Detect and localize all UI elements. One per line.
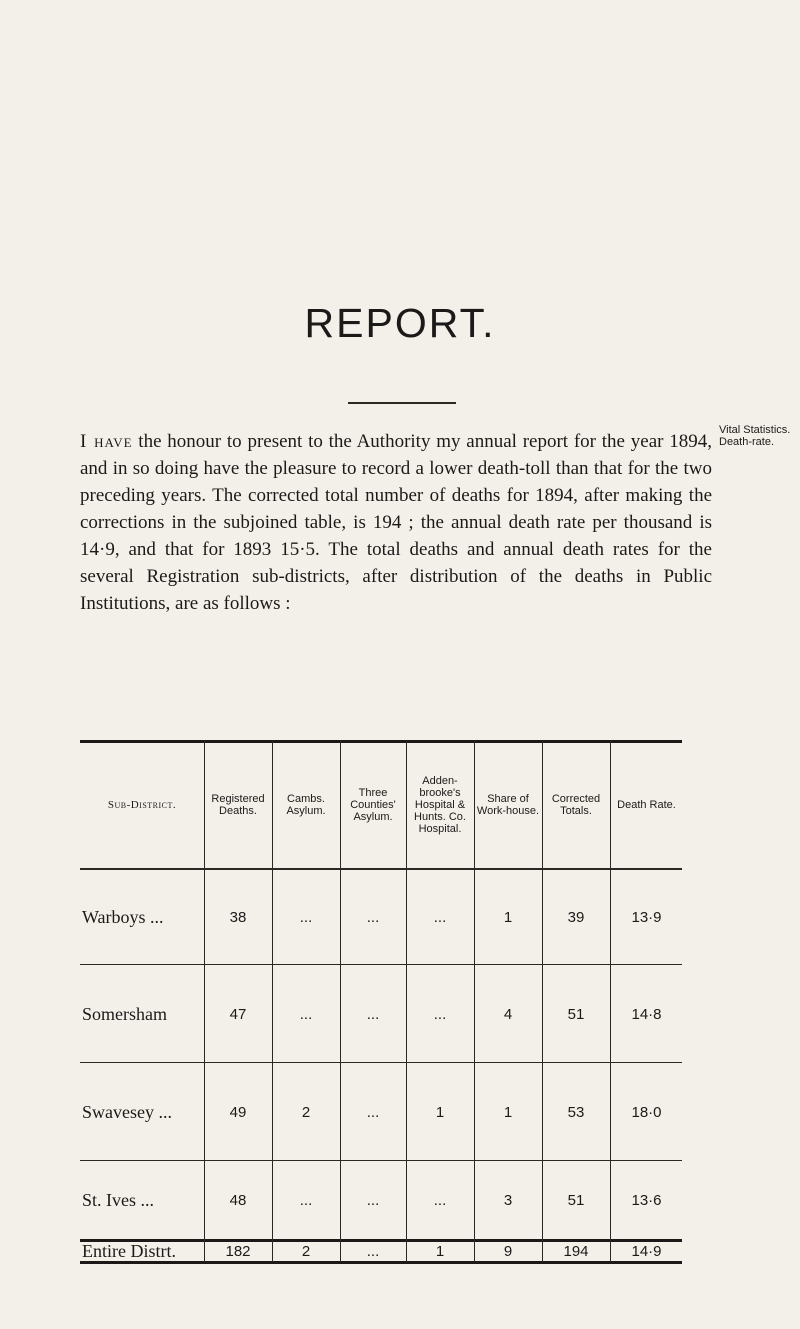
paragraph-text: the honour to present to the Authority my annual report for the year 1894, and in so doing have the pleasure to record a lower death-toll than that for the two preceding years. The corrected total number of deaths for 1894, after making the corrections in the subjoined table, is 194 ; the annual death rate per thousand is 14·9, and that for 1893 15·5. The total deaths and annual death rates for the several Registration sub-districts, after distribution of the deaths in Public Institutions, are as follows : — [80, 431, 712, 614]
table-cell: 3 — [503, 1191, 513, 1209]
header-three-counties-asylum: Three Counties' Asylum. — [350, 787, 396, 823]
table-cell: 1 — [503, 1103, 513, 1121]
table-cell: ... — [366, 1191, 380, 1209]
header-sub-district: Sub-District. — [107, 799, 177, 811]
table-cell: ... — [433, 908, 447, 926]
table-cell: ... — [299, 1191, 313, 1209]
body-paragraph — [80, 428, 712, 617]
table-cell-total: 14·9 — [631, 1242, 662, 1260]
table-cell: 13·9 — [631, 908, 662, 926]
table-cell: ... — [366, 908, 380, 926]
table-top-rule — [80, 740, 682, 743]
row-name-cell: Swavesey ... — [82, 1101, 172, 1122]
header-addenbrookes-hospital: Adden-brooke's Hospital & Hunts. Co. Hospital. — [414, 775, 466, 835]
table-cell: 2 — [301, 1103, 311, 1121]
table-cell: ... — [433, 1191, 447, 1209]
row-rule — [80, 1062, 682, 1063]
table-cell: ... — [366, 1103, 380, 1121]
table-cell-total: ... — [366, 1242, 380, 1260]
row-rule — [80, 1160, 682, 1161]
table-cell: 51 — [567, 1191, 585, 1209]
table-cell: ... — [366, 1005, 380, 1023]
paragraph-lead: I have — [80, 431, 133, 452]
header-share-of-workhouse: Share of Work-house. — [476, 793, 540, 817]
table-cell: 13·6 — [631, 1191, 662, 1209]
report-title: REPORT. — [304, 300, 496, 346]
row-name-cell: Somersham — [82, 1003, 167, 1024]
row-name-cell: Warboys ... — [82, 906, 164, 927]
table-cell: 49 — [229, 1103, 247, 1121]
table-cell: 51 — [567, 1005, 585, 1023]
table-cell-total: 9 — [503, 1242, 513, 1260]
table-cell: 14·8 — [631, 1005, 662, 1023]
table-cell-total: 2 — [301, 1242, 311, 1260]
row-name-cell-total: Entire Distrt. — [82, 1240, 176, 1261]
row-name-cell: St. Ives ... — [82, 1189, 154, 1210]
table-cell: 39 — [567, 908, 585, 926]
table-cell: ... — [433, 1005, 447, 1023]
table-cell: 18·0 — [631, 1103, 662, 1121]
table-cell: 48 — [229, 1191, 247, 1209]
table-cell-total: 182 — [225, 1242, 251, 1260]
table-cell: 38 — [229, 908, 247, 926]
death-rate-table — [0, 700, 800, 1270]
table-cell: ... — [299, 1005, 313, 1023]
title-rule — [348, 402, 456, 404]
table-cell: 4 — [503, 1005, 513, 1023]
margin-note-line-2: Death-rate. — [719, 436, 775, 448]
margin-note-line-1: Vital Statistics. — [719, 424, 791, 436]
header-cambs-asylum: Cambs. Asylum. — [286, 793, 326, 817]
table-cell: 53 — [567, 1103, 585, 1121]
table-cell: 1 — [435, 1103, 445, 1121]
table-cell: 47 — [229, 1005, 247, 1023]
header-corrected-totals: Corrected Totals. — [551, 793, 601, 817]
row-rule — [80, 964, 682, 965]
table-cell-total: 1 — [435, 1242, 445, 1260]
table-cell: 1 — [503, 908, 513, 926]
table-cell: ... — [299, 908, 313, 926]
header-death-rate: Death Rate. — [617, 799, 676, 811]
margin-note — [719, 424, 799, 448]
header-registered-deaths: Registered Deaths. — [211, 793, 265, 817]
table-cell-total: 194 — [563, 1242, 589, 1260]
